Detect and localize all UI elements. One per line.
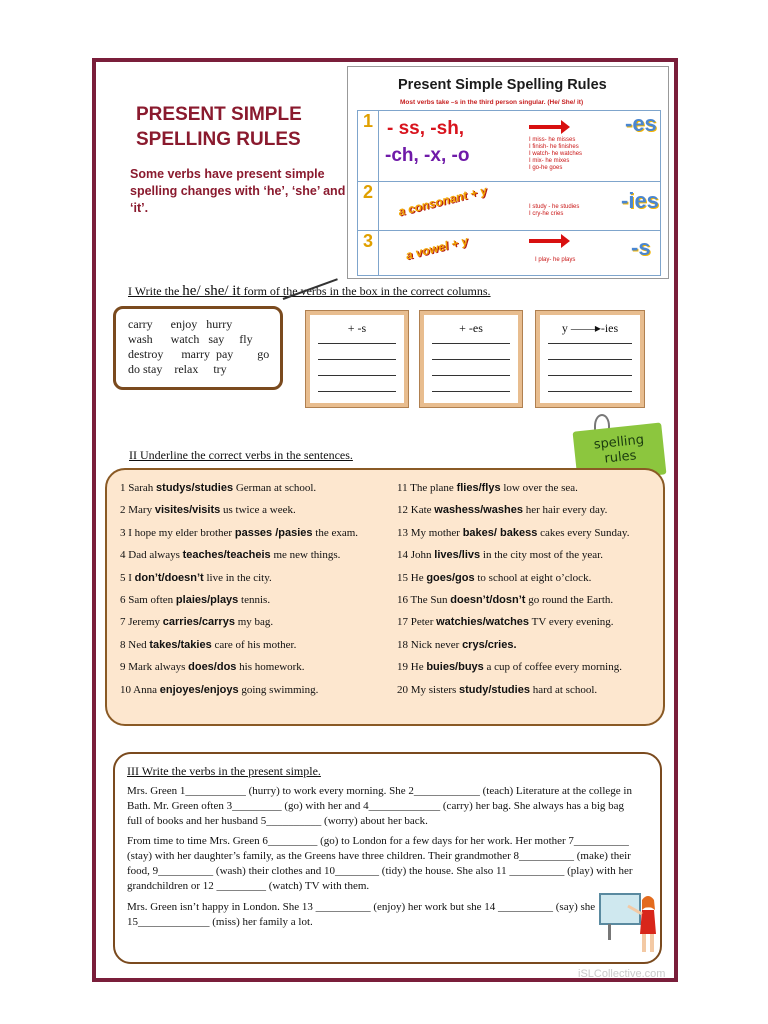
column-heading: + -s bbox=[347, 321, 367, 335]
answer-line[interactable] bbox=[548, 391, 632, 392]
sentence-end: my bag. bbox=[234, 616, 274, 629]
sentence-start: 17 Peter bbox=[397, 616, 437, 629]
sentence-end: a cup of coffee every morning. bbox=[483, 661, 622, 674]
sentence-end: tennis. bbox=[238, 594, 271, 606]
sentence-start: 13 My mother bbox=[397, 526, 463, 539]
section-1-prefix: I Write the bbox=[128, 284, 183, 298]
sentence-start: 19 He bbox=[397, 661, 427, 674]
rule-number: 2 bbox=[358, 182, 379, 231]
sentence-start: 8 Ned bbox=[120, 638, 150, 651]
sentence-start: 2 Mary bbox=[120, 504, 155, 517]
sentence bbox=[120, 527, 358, 539]
rule-number: 3 bbox=[358, 231, 379, 276]
rule-content bbox=[379, 182, 661, 231]
verb-line: carry enjoy hurry bbox=[128, 317, 233, 331]
verb-options[interactable]: does/dos bbox=[188, 661, 237, 674]
paragraph-3: Mrs. Green isn’t happy in London. She 13 __________ (enjoy) her work but she 14 __________ (say) she 15_____________ (miss) her family a lot. bbox=[127, 901, 596, 928]
sentence-start: 11 The plane bbox=[397, 482, 457, 494]
worksheet-title bbox=[136, 102, 302, 152]
sentence-end: to school at eight o’clock. bbox=[474, 571, 592, 584]
rule-examples: I study - he studies I cry-he cries bbox=[529, 204, 580, 217]
verb-options[interactable]: plaies/plays bbox=[175, 594, 239, 606]
sentence-start: 15 He bbox=[397, 571, 427, 584]
sentence-end: TV every evening. bbox=[529, 616, 614, 629]
sentence bbox=[397, 639, 517, 651]
sentence-start: 6 Sam often bbox=[120, 594, 176, 606]
rule-row bbox=[358, 231, 661, 276]
sentence-start: 14 John bbox=[397, 549, 435, 562]
rule-examples: I miss- he misses I finish- he finishes I watch- he watches I mix- he mixes I go-he goes bbox=[529, 137, 583, 171]
sentence bbox=[120, 616, 273, 628]
sentence-start: 16 The Sun bbox=[397, 594, 451, 606]
rule-wordart: a vowel + y bbox=[404, 233, 470, 263]
sentence bbox=[397, 684, 597, 696]
sentence-end: in the city most of the year. bbox=[480, 549, 603, 562]
verb-line: do stay relax try bbox=[128, 362, 227, 376]
answer-line[interactable] bbox=[432, 343, 510, 344]
section-1-suffix: form of the verbs in the box in the correct columns. bbox=[240, 284, 491, 298]
sentence bbox=[120, 661, 305, 673]
rule-suffix: -s bbox=[631, 235, 651, 260]
verb-options[interactable]: visites/visits bbox=[154, 504, 221, 517]
column-heading: + -es bbox=[459, 321, 483, 335]
sentence bbox=[120, 572, 272, 584]
answer-line[interactable] bbox=[548, 375, 632, 376]
verb-options[interactable]: don’t/doesn’t bbox=[134, 571, 204, 584]
spelling-rules-box bbox=[347, 66, 669, 279]
rule-row bbox=[358, 111, 661, 182]
sentence-start: 5 I bbox=[120, 571, 135, 584]
sentence bbox=[397, 549, 603, 561]
tag-text: spelling rules bbox=[593, 432, 645, 467]
answer-line[interactable] bbox=[318, 391, 396, 392]
sentence-end: go round the Earth. bbox=[525, 594, 614, 606]
sentence bbox=[397, 482, 578, 494]
answer-line[interactable] bbox=[548, 343, 632, 344]
verb-options[interactable]: takes/takies bbox=[149, 638, 212, 651]
section-3-instruction: III Write the verbs in the present simple. bbox=[127, 764, 321, 778]
verb-options[interactable]: enjoyes/enjoys bbox=[159, 683, 239, 696]
rule-row bbox=[358, 182, 661, 231]
sentence bbox=[120, 594, 270, 606]
verb-options[interactable]: carries/carrys bbox=[162, 616, 235, 629]
answer-line[interactable] bbox=[548, 359, 632, 360]
rule-content bbox=[379, 111, 661, 182]
sentence-end: me new things. bbox=[270, 549, 341, 562]
arrow-icon bbox=[529, 125, 563, 129]
title-line-2: SPELLING RULES bbox=[136, 129, 301, 150]
section-2-instruction: II Underline the correct verbs in the sentences. bbox=[129, 448, 353, 462]
sentence-start: 18 Nick never bbox=[397, 638, 463, 651]
rule-endings: - ss, -sh, bbox=[387, 118, 465, 139]
verb-options[interactable]: studys/studies bbox=[156, 482, 234, 494]
verb-options[interactable]: lives/livs bbox=[434, 549, 481, 562]
rule-examples: I play- he plays bbox=[535, 257, 576, 263]
sentence-start: 20 My sisters bbox=[397, 683, 460, 696]
rule-suffix: -es bbox=[625, 111, 657, 136]
answer-line[interactable] bbox=[432, 359, 510, 360]
sentence-end: the exam. bbox=[312, 526, 359, 539]
rule-number: 1 bbox=[358, 111, 379, 182]
paragraph-2: From time to time Mrs. Green 6_________ (go) to London for a few days for her work. Her mother 7__________ (stay) with her daughter’s family, as the Greens have three children. Their grandmother 8__________ (make) their food, 9__________ (wash) their clothes and 10________ (tidy) the house. She also 11 __________ (play) with her grandchildren or 12 _________ (watch) TV with them. bbox=[127, 835, 633, 892]
sentence bbox=[120, 504, 296, 516]
rule-content bbox=[379, 231, 661, 276]
title-line-1: PRESENT SIMPLE bbox=[136, 104, 302, 125]
sentence-end: her hair every day. bbox=[522, 504, 608, 517]
sentence-end: care of his mother. bbox=[211, 638, 297, 651]
verb-options[interactable]: passes /pasies bbox=[234, 526, 313, 539]
answer-line[interactable] bbox=[432, 391, 510, 392]
verb-options[interactable]: flies/flys bbox=[456, 482, 501, 494]
sentence bbox=[397, 616, 614, 628]
verb-options[interactable]: watchies/watches bbox=[436, 616, 530, 629]
sentence-start: 1 Sarah bbox=[120, 482, 157, 494]
sentence bbox=[397, 594, 613, 606]
verb-line: wash watch say fly bbox=[128, 332, 253, 346]
sentence bbox=[120, 639, 296, 651]
verb-options[interactable]: teaches/teacheis bbox=[182, 549, 271, 562]
teacher-illustration-icon bbox=[598, 890, 660, 958]
rules-title: Present Simple Spelling Rules bbox=[398, 77, 607, 93]
rules-subtitle: Most verbs take –s in the third person singular. (He/ She/ it) bbox=[400, 99, 584, 106]
sentence-end: live in the city. bbox=[203, 571, 272, 584]
answer-line[interactable] bbox=[432, 375, 510, 376]
sentence-start: 10 Anna bbox=[120, 683, 160, 696]
intro-text: Some verbs have present simple spelling changes with ‘he’, ‘she’ and ‘it’. bbox=[130, 167, 346, 215]
sentence bbox=[397, 504, 607, 516]
sentence-start: 7 Jeremy bbox=[120, 616, 163, 629]
sentence bbox=[120, 684, 318, 696]
answer-line[interactable] bbox=[318, 359, 396, 360]
rule-endings: -ch, -x, -o bbox=[385, 145, 470, 166]
sentence-start: 3 I hope my elder brother bbox=[120, 526, 235, 539]
sentence bbox=[397, 527, 629, 539]
sentence-end: cakes every Sunday. bbox=[537, 526, 630, 539]
sentence-start: 4 Dad always bbox=[120, 549, 183, 562]
sentence-start: 12 Kate bbox=[397, 504, 435, 517]
verb-options[interactable]: crys/cries. bbox=[462, 638, 517, 651]
column-heading: y ——▸-ies bbox=[561, 321, 619, 335]
sentence-end: low over the sea. bbox=[500, 482, 578, 494]
sentence-end: us twice a week. bbox=[220, 504, 296, 517]
verb-options[interactable]: buies/buys bbox=[426, 661, 484, 674]
sentence-end: hard at school. bbox=[529, 683, 598, 696]
verb-options[interactable]: washess/washes bbox=[434, 504, 523, 517]
answer-line[interactable] bbox=[318, 375, 396, 376]
verb-box bbox=[113, 306, 283, 390]
watermark: iSLCollective.com bbox=[578, 968, 666, 980]
section-1-emphasis: he/ she/ it bbox=[182, 283, 241, 299]
answer-column-es bbox=[419, 310, 523, 408]
verb-options[interactable]: goes/gos bbox=[426, 571, 475, 584]
sentence bbox=[120, 549, 340, 561]
verb-line: destroy marry pay go bbox=[128, 347, 270, 361]
answer-line[interactable] bbox=[318, 343, 396, 344]
rule-suffix: -ies bbox=[621, 188, 659, 213]
verb-options[interactable]: bakes/ bakess bbox=[462, 526, 538, 539]
verb-options[interactable]: study/studies bbox=[459, 683, 530, 696]
answer-column-s bbox=[305, 310, 409, 408]
answer-column-ies bbox=[535, 310, 645, 408]
sentence bbox=[120, 482, 316, 494]
rule-wordart: a consonant + y bbox=[396, 183, 489, 219]
sentence-end: his homework. bbox=[236, 661, 305, 674]
sentence-end: going swimming. bbox=[238, 683, 319, 696]
sentence bbox=[397, 572, 591, 584]
sentence-start: 9 Mark always bbox=[120, 661, 189, 674]
verb-options[interactable]: doesn’t/dosn’t bbox=[450, 594, 526, 606]
rules-table bbox=[357, 110, 661, 276]
arrow-icon bbox=[529, 239, 563, 243]
sentence bbox=[397, 661, 622, 673]
paragraph-1: Mrs. Green 1___________ (hurry) to work every morning. She 2____________ (teach) Literature at the college in Bath. Mr. Green often 3_________ (go) with her and 4_____________ (carry) her bag. She always has a big bag full of books and her husband 5__________ (worry) about her back. bbox=[127, 785, 632, 827]
section-1-instruction bbox=[128, 283, 491, 300]
sentence-end: German at school. bbox=[233, 482, 317, 494]
